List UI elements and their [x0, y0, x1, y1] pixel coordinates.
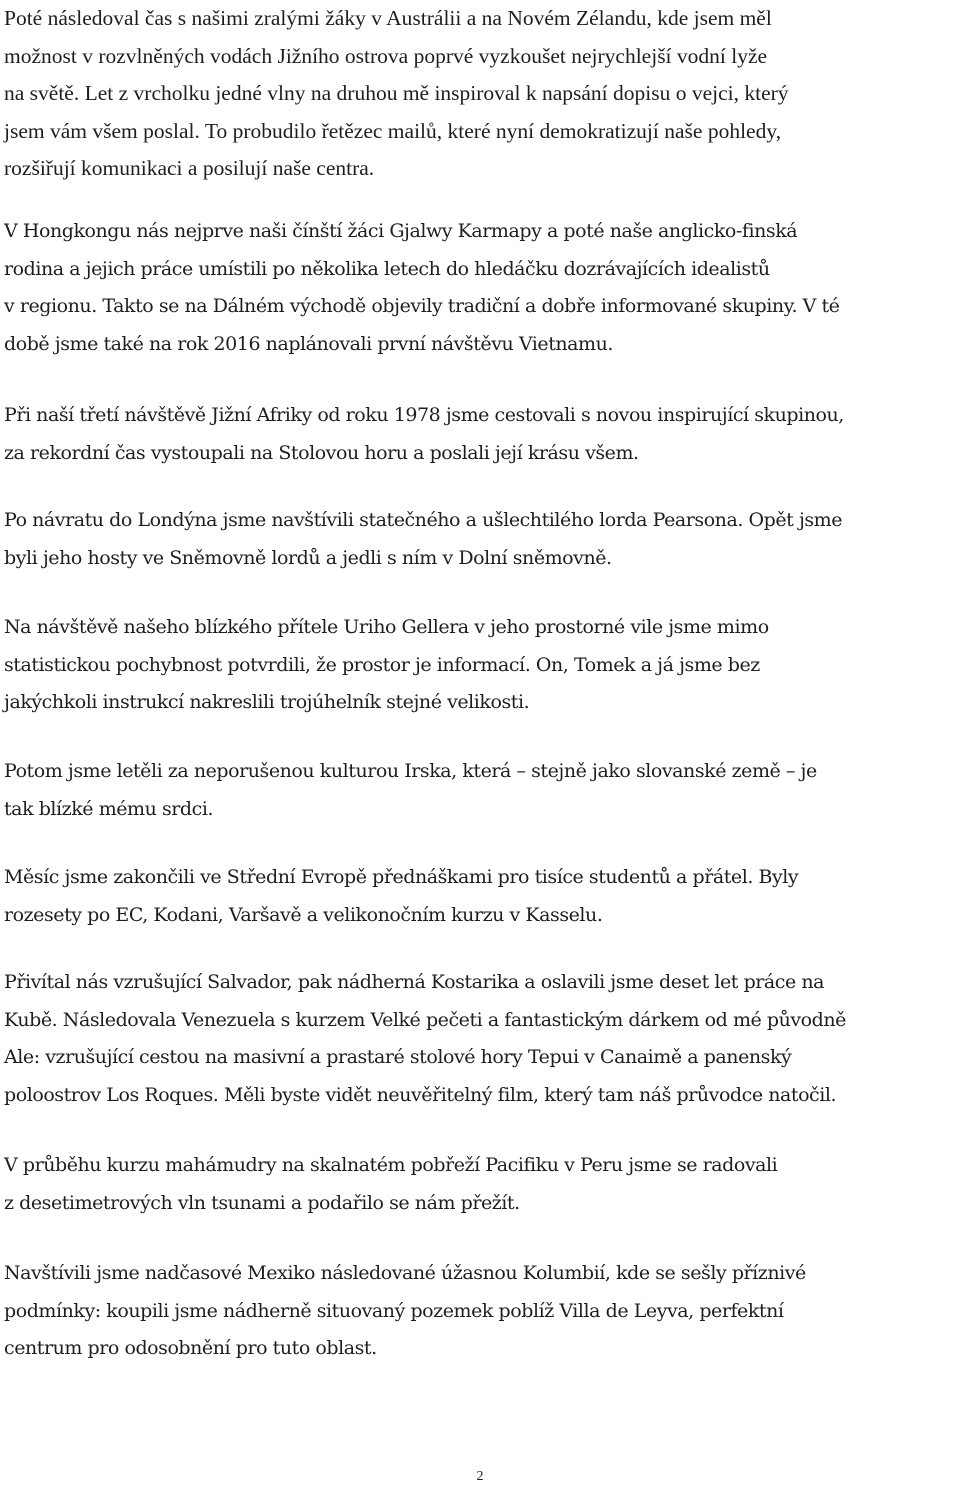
text-line: rozšiřují komunikaci a posilují naše centra.	[4, 156, 375, 181]
text-line: Při naší třetí návštěvě Jižní Afriky od roku 1978 jsme cestovali s novou inspirující skupinou,	[4, 404, 844, 426]
page-number: 2	[476, 1469, 484, 1484]
paragraph-mexico-colombia	[4, 1255, 806, 1368]
paragraph-ireland	[4, 753, 817, 828]
text-line: Na návštěvě našeho blízkého přítele Uriho Gellera v jeho prostorné vile jsme mimo	[4, 616, 769, 638]
paragraph-south-africa	[4, 397, 844, 472]
text-line: tak blízké mému srdci.	[4, 797, 214, 820]
text-line: Kubě. Následovala Venezuela s kurzem Velké pečeti a fantastickým dárkem od mé původně	[4, 1008, 846, 1031]
text-line: Ale: vzrušující cestou na masivní a prastaré stolové hory Tepui v Canaimě a panenský	[4, 1046, 792, 1069]
text-line: V Hongkongu nás nejprve naši čínští žáci Gjalwy Karmapy a poté naše anglicko-finská	[4, 220, 798, 242]
text-line: možnost v rozvlněných vodách Jižního ostrova poprvé vyzkoušet nejrychlejší vodní lyže	[4, 43, 768, 68]
text-line: poloostrov Los Roques. Měli byste vidět neuvěřitelný film, který tam náš průvodce natočil.	[4, 1083, 837, 1106]
paragraph-london	[4, 502, 842, 577]
paragraph-central-europe	[4, 859, 798, 934]
text-line: době jsme také na rok 2016 naplánovali první návštěvu Vietnamu.	[4, 332, 614, 355]
text-line: statistickou pochybnost potvrdili, že prostor je informací. On, Tomek a já jsme bez	[4, 653, 760, 676]
text-line: Poté následoval čas s našimi zralými žáky v Austrálii a na Novém Zélandu, kde jsem měl	[4, 6, 772, 30]
text-line: Měsíc jsme zakončili ve Střední Evropě přednáškami pro tisíce studentů a přátel. Byly	[4, 866, 799, 888]
text-line: na světě. Let z vrcholku jedné vlny na druhou mě inspiroval k napsání dopisu o vejci, který	[4, 81, 789, 106]
paragraph-hongkong	[4, 213, 839, 363]
paragraph-australia	[4, 0, 789, 188]
paragraph-peru	[4, 1147, 777, 1222]
text-line: za rekordní čas vystoupali na Stolovou horu a poslali její krásu všem.	[4, 441, 639, 464]
text-line: Přivítal nás vzrušující Salvador, pak nádherná Kostarika a oslavili jsme deset let práce na	[4, 971, 825, 993]
text-line: Navštívili jsme nadčasové Mexiko následované úžasnou Kolumbií, kde se sešly příznivé	[4, 1262, 806, 1284]
text-line: rozesety po EC, Kodani, Varšavě a velikonočním kurzu v Kasselu.	[4, 903, 603, 926]
text-line: byli jeho hosty ve Sněmovně lordů a jedli s ním v Dolní sněmovně.	[4, 546, 612, 569]
text-line: podmínky: koupili jsme nádherně situovaný pozemek poblíž Villa de Leyva, perfektní	[4, 1299, 784, 1322]
text-line: rodina a jejich práce umístili po několika letech do hledáčku dozrávajících idealistů	[4, 257, 770, 280]
text-line: jsem vám všem poslal. To probudilo řetězec mailů, které nyní demokratizují naše pohledy,	[4, 118, 782, 143]
text-line: jakýchkoli instrukcí nakreslili trojúhelník stejné velikosti.	[4, 691, 530, 714]
paragraph-uri-geller	[4, 609, 769, 722]
paragraph-latin-america	[4, 964, 846, 1114]
text-line: v regionu. Takto se na Dálném východě objevily tradiční a dobře informované skupiny. V té	[4, 295, 840, 318]
text-line: centrum pro odosobnění pro tuto oblast.	[4, 1337, 377, 1360]
text-line: z desetimetrových vln tsunami a podařilo se nám přežít.	[4, 1191, 520, 1214]
text-line: V průběhu kurzu mahámudry na skalnatém pobřeží Pacifiku v Peru jsme se radovali	[4, 1154, 778, 1176]
text-line: Potom jsme letěli za neporušenou kulturou Irska, která – stejně jako slovanské země – je	[4, 760, 817, 782]
text-line: Po návratu do Londýna jsme navštívili statečného a ušlechtilého lorda Pearsona. Opět jsme	[4, 509, 843, 531]
